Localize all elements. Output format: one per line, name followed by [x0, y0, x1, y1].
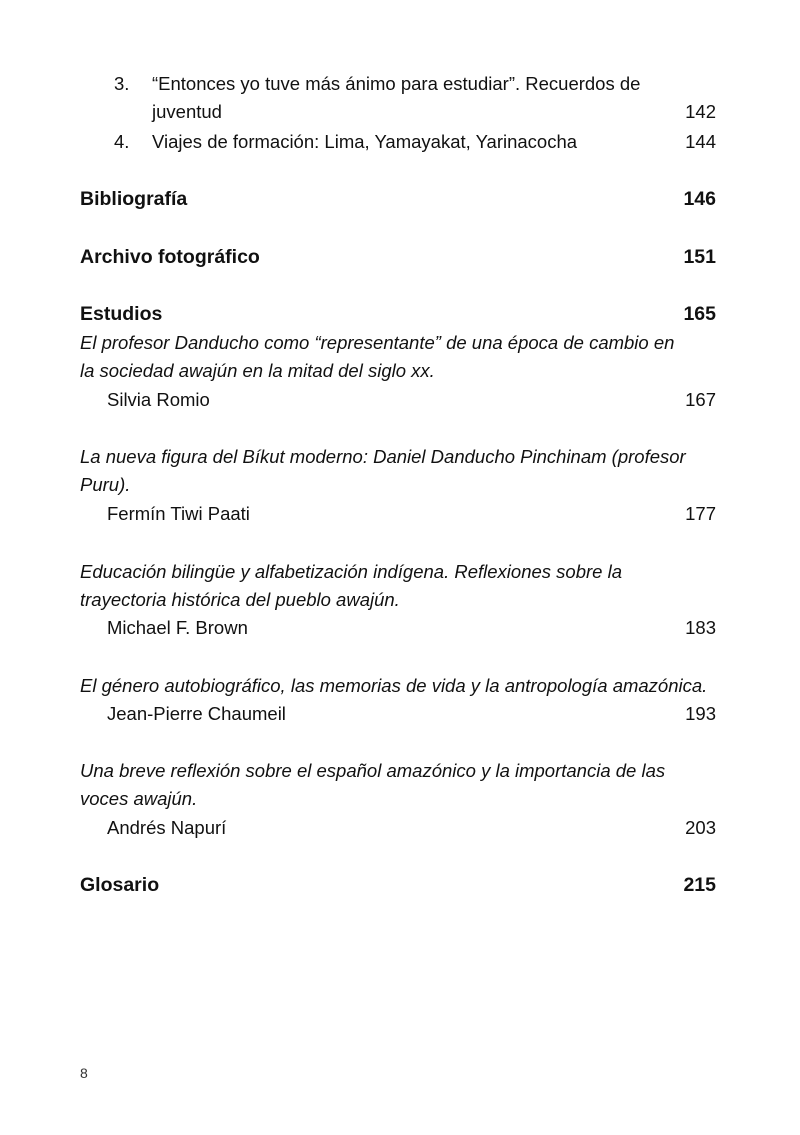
section-archivo-title: Archivo fotográfico: [80, 246, 260, 268]
section-archivo-page: 151: [683, 246, 716, 268]
item-3-page: 142: [685, 101, 716, 122]
section-glosario-page: 215: [683, 874, 716, 896]
study-1-title: El profesor Danducho como “representante” de una época de cambio en: [80, 332, 675, 353]
section-estudios-page: 165: [683, 303, 716, 325]
study-3-author: Michael F. Brown: [107, 617, 248, 638]
study-5-page: 203: [685, 817, 716, 838]
item-4-page: 144: [685, 131, 716, 152]
item-3-number: 3.: [114, 73, 130, 94]
study-2-author: Fermín Tiwi Paati: [107, 503, 250, 524]
section-estudios-title: Estudios: [80, 303, 163, 325]
study-1-title-cont: la sociedad awajún en la mitad del siglo xx.: [80, 360, 435, 381]
study-5-title: Una breve reflexión sobre el español amazónico y la importancia de las: [80, 760, 666, 781]
study-2-title-cont: Puru).: [80, 474, 131, 495]
study-5-title-cont: voces awajún.: [80, 788, 198, 809]
study-3-title: Educación bilingüe y alfabetización indígena. Reflexiones sobre la: [80, 561, 622, 582]
study-4-title: El género autobiográfico, las memorias de vida y la antropología amazónica.: [80, 675, 708, 696]
study-2-page: 177: [685, 503, 716, 524]
study-5-author: Andrés Napurí: [107, 817, 227, 838]
section-glosario-title: Glosario: [80, 874, 160, 896]
item-4-title: Viajes de formación: Lima, Yamayakat, Yarinacocha: [152, 131, 578, 152]
study-1-author: Silvia Romio: [107, 389, 210, 410]
section-bibliografia-title: Bibliografía: [80, 188, 188, 210]
study-4-page: 193: [685, 703, 716, 724]
section-bibliografia-page: 146: [683, 188, 716, 210]
page-number: 8: [80, 1065, 88, 1081]
study-3-title-cont: trayectoria histórica del pueblo awajún.: [80, 589, 400, 610]
study-4-author: Jean-Pierre Chaumeil: [107, 703, 286, 724]
item-4-number: 4.: [114, 131, 130, 152]
item-3-title: “Entonces yo tuve más ánimo para estudiar”. Recuerdos de: [152, 73, 641, 94]
item-3-title-cont: juventud: [152, 101, 222, 122]
study-1-page: 167: [685, 389, 716, 410]
study-3-page: 183: [685, 617, 716, 638]
study-2-title: La nueva figura del Bíkut moderno: Daniel Danducho Pinchinam (profesor: [80, 446, 686, 467]
